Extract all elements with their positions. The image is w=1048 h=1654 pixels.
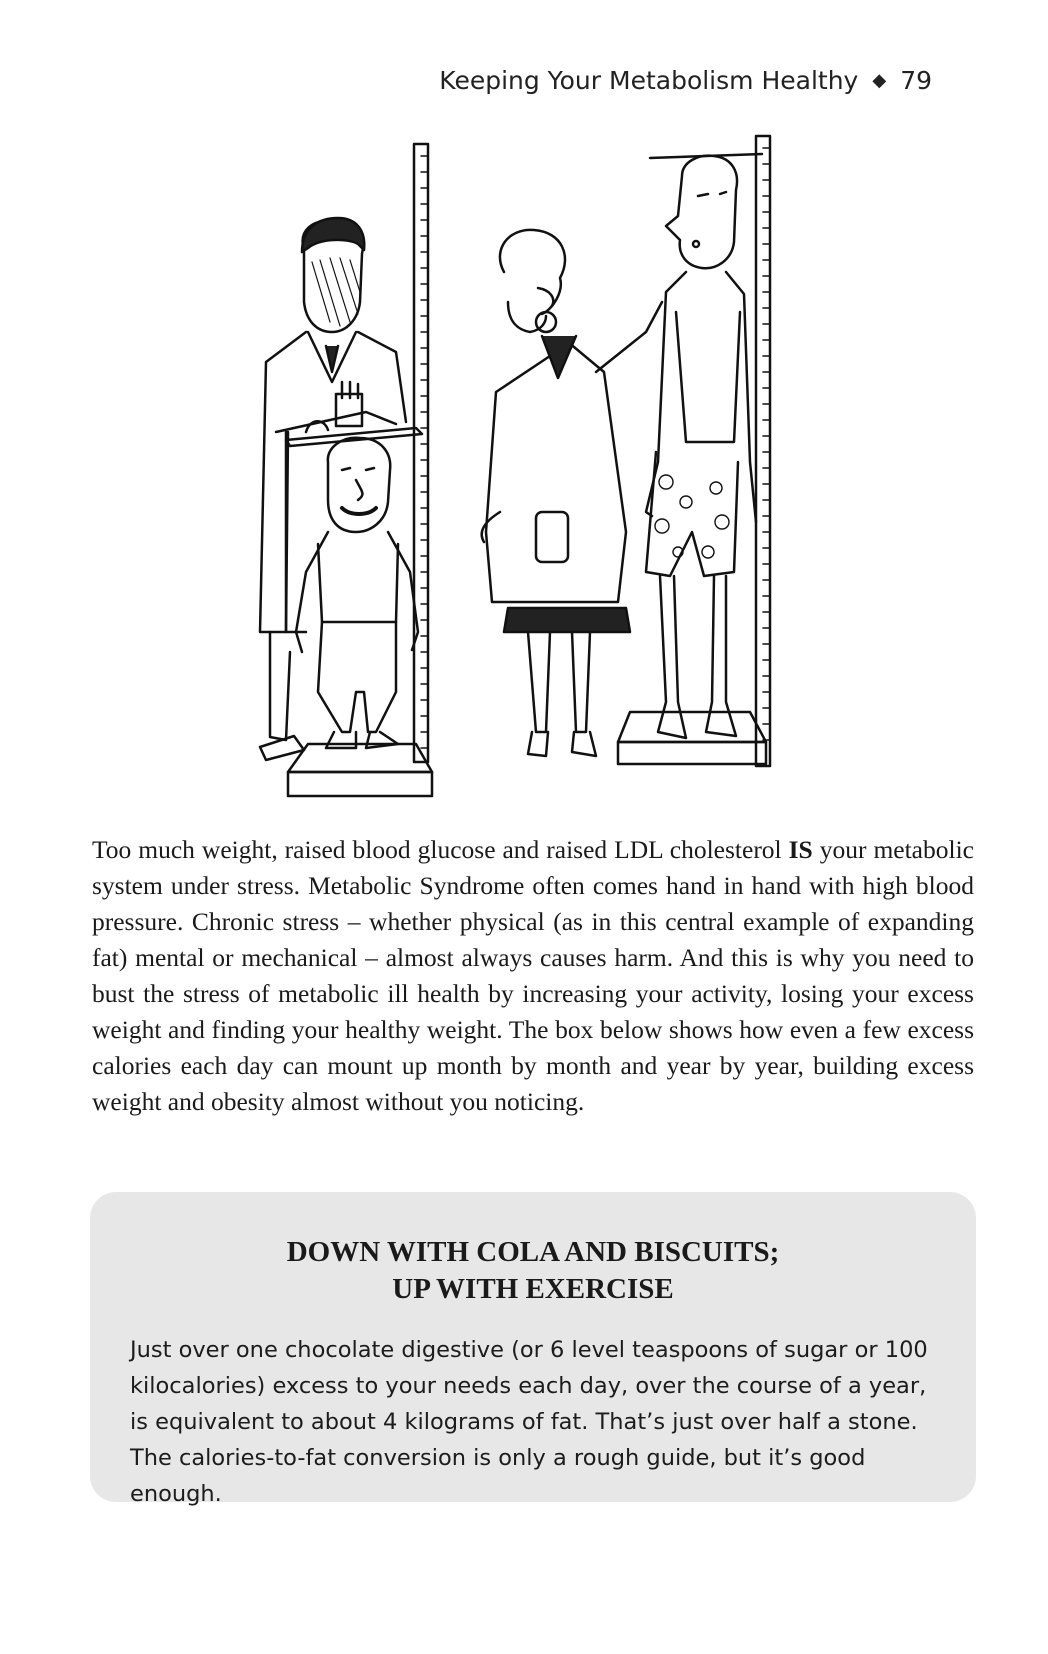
left-scale [288, 744, 432, 796]
info-box-title-line2: UP WITH EXERCISE [392, 1273, 674, 1305]
body-emphasis: IS [788, 835, 813, 864]
right-scale [618, 712, 766, 764]
patient-tall [646, 156, 756, 738]
left-height-rod [414, 144, 428, 762]
running-header [439, 66, 932, 95]
body-text-part1: Too much weight, raised blood glucose and raised LDL cholesterol [92, 835, 789, 864]
info-box [90, 1192, 976, 1507]
info-box-title-line1: DOWN WITH COLA AND BISCUITS; [286, 1236, 780, 1268]
diamond-icon: ◆ [872, 70, 887, 91]
body-text-part2: your metabolic system under stress. Metabolic Syndrome often comes hand in hand with high blood pressure. Chronic stress – whether physical (as in this central example of expanding fat) mental or mechanical – almost always causes harm. And this is why you need to bust the stress of metabolic ill health by increasing your activity, losing your excess weight and finding your healthy weight. The box below shows how even a few excess calories each day can mount up month by month and year by year, building excess weight and obesity almost without you noticing. [92, 835, 974, 1116]
doctor-right [482, 230, 662, 756]
patient-short [296, 438, 418, 748]
running-header-title: Keeping Your Metabolism Healthy [439, 66, 859, 95]
info-box-title [130, 1234, 936, 1308]
cartoon-illustration [246, 132, 806, 832]
info-box-text: Just over one chocolate digestive (or 6 level teaspoons of sugar or 100 kilocalories) excess to your needs each day, over the course of a year, is equivalent to about 4 kilograms of fat. That’s just over half a stone. The calories-to-fat conversion is only a rough guide, but it’s good enough. [130, 1337, 928, 1507]
doctor-left [260, 218, 422, 760]
body-paragraph [92, 832, 974, 1120]
right-height-rod [650, 136, 770, 766]
page-number: 79 [900, 66, 932, 95]
